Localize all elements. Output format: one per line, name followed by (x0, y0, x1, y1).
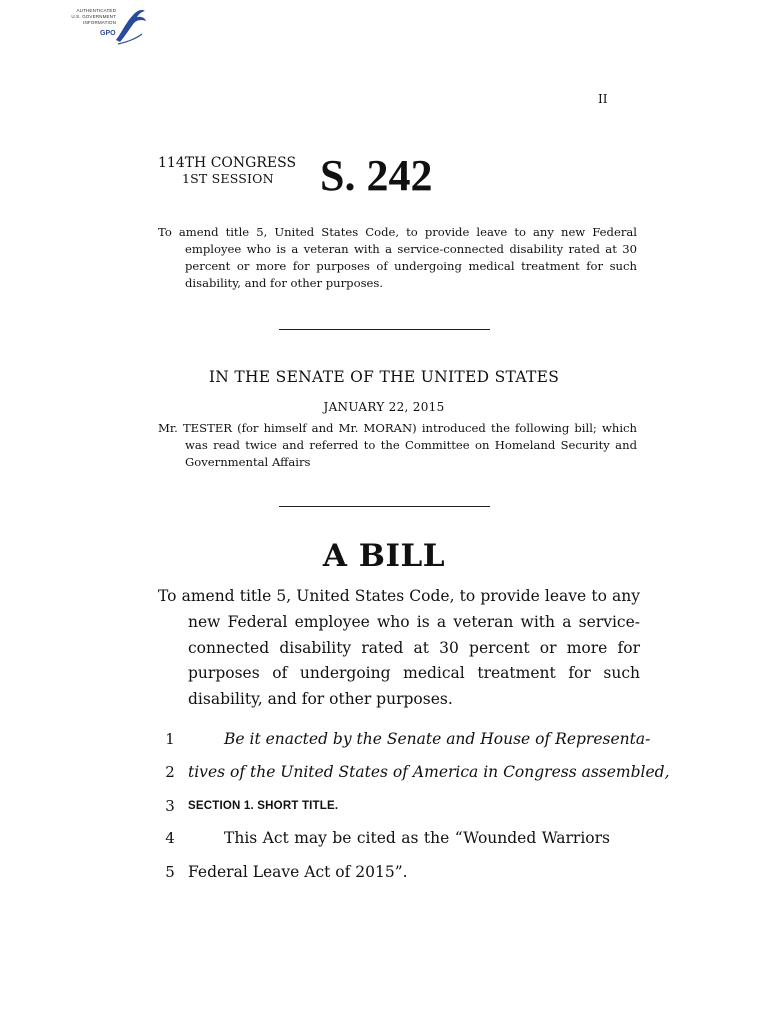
bill-number: S. 242 (320, 151, 433, 200)
gpo-mark: GPO (100, 30, 116, 37)
section-text: This Act may be cited as the “Wounded Warriors (224, 829, 610, 847)
line-number: 2 (165, 763, 175, 781)
divider-rule (279, 506, 490, 507)
bill-line (158, 797, 610, 821)
eagle-icon (112, 4, 148, 46)
congress-label: 114TH CONGRESS (158, 155, 297, 171)
line-number: 5 (165, 863, 175, 881)
introduction-date: JANUARY 22, 2015 (323, 400, 445, 414)
divider-rule (279, 329, 490, 330)
purpose-summary: To amend title 5, United States Code, to provide leave to any new Federal employee who is a veteran with a service-connected disability rated at 30 percent or more for purposes of undergoing medical treatment for such disability, and for other purposes. (158, 225, 637, 290)
line-number: 4 (165, 829, 175, 847)
line-number: 3 (165, 797, 175, 815)
section-text: Federal Leave Act of 2015”. (188, 863, 408, 881)
page-marker: II (598, 92, 608, 106)
bill-line (158, 763, 670, 787)
line-number: 1 (165, 730, 175, 748)
section-heading: SECTION 1. SHORT TITLE. (188, 800, 339, 812)
chamber-heading: IN THE SENATE OF THE UNITED STATES (208, 368, 560, 386)
bill-line (158, 730, 651, 754)
bill-label: A BILL (322, 538, 446, 574)
logo-text-line: INFORMATION (83, 20, 116, 25)
enacting-clause-text: tives of the United States of America in Congress assembled, (188, 763, 670, 781)
bill-line (158, 863, 610, 887)
introduction-text: Mr. TESTER (for himself and Mr. MORAN) introduced the following bill; which was read twice and referred to the Committee on Homeland Security and Governmental Affairs (158, 421, 637, 469)
enacting-clause-text: Be it enacted by the Senate and House of Representa- (224, 730, 651, 748)
purpose-full: To amend title 5, United States Code, to provide leave to any new Federal employee who is a veteran with a service-connected disability rated at 30 percent or more for purposes of undergoing medical treatment for such disability, and for other purposes. (158, 587, 640, 709)
logo-text-line: U.S. GOVERNMENT (71, 14, 116, 19)
session-label: 1ST SESSION (182, 171, 274, 186)
gpo-authenticated-logo (58, 4, 148, 46)
bill-line (158, 829, 610, 853)
logo-text-line: AUTHENTICATED (76, 8, 116, 13)
